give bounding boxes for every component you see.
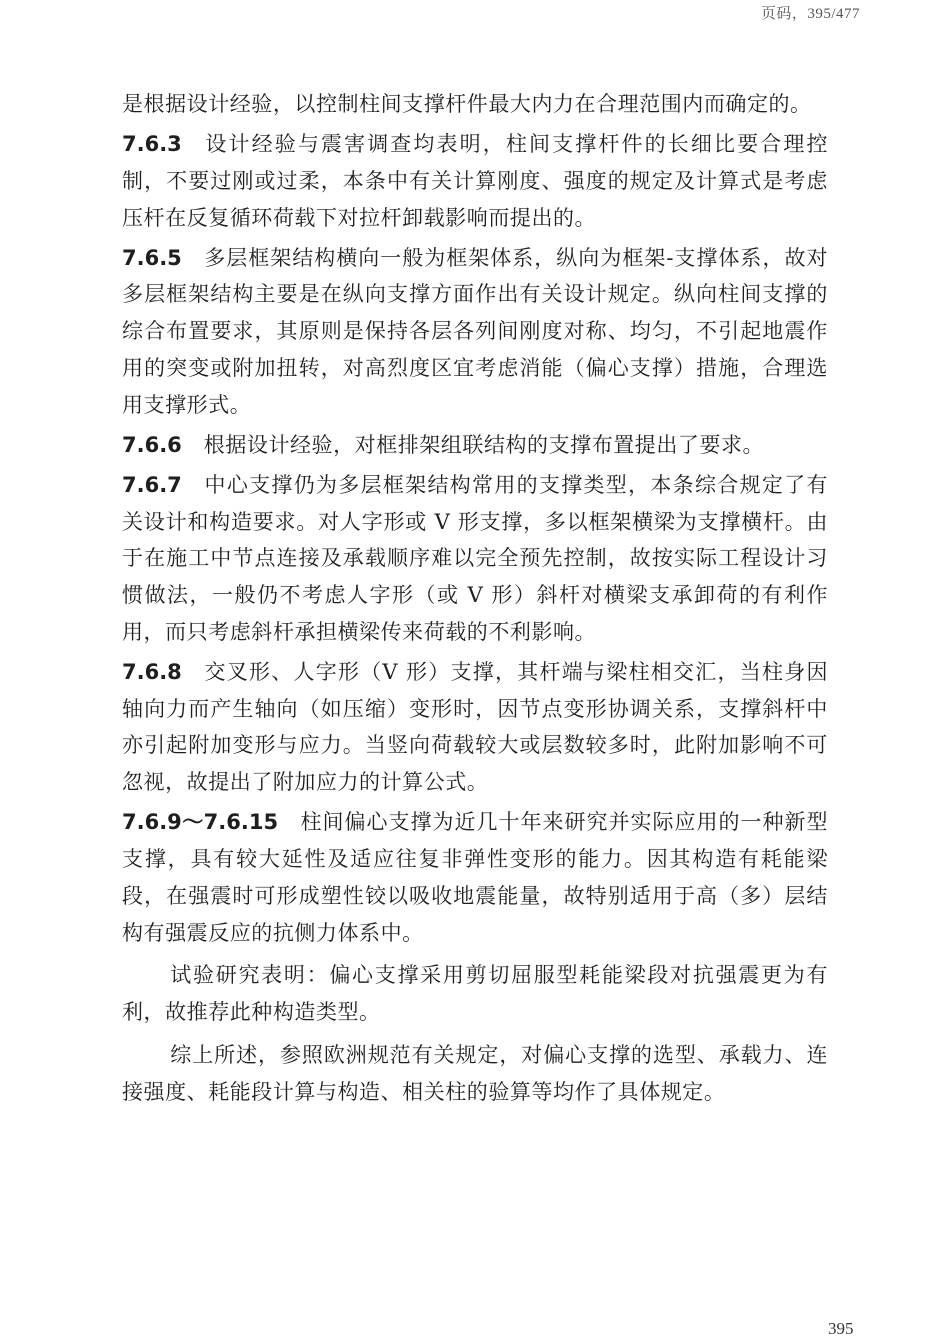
- paragraph-text: 多层框架结构横向一般为框架体系，纵向为框架-支撑体系，故对多层框架结构主要是在纵向支撑方面作出有关设计规定。纵向柱间支撑的综合布置要求，其原则是保持各层各列间刚度对称、均匀，不引起地震作用的突变或附加扭转，对高烈度区宜考虑消能（偏心支撑）措施，合理选用支撑形式。: [122, 245, 828, 417]
- clause-number: 7.6.9～7.6.15: [122, 810, 279, 835]
- paragraph-text: 中心支撑仍为多层框架结构常用的支撑类型，本条综合规定了有关设计和构造要求。对人字形或 V 形支撑，多以框架横梁为支撑横杆。由于在施工中节点连接及承载顺序难以完全预先控制，故按实际工程设计习惯做法，一般仍不考虑人字形（或 V 形）斜杆对横梁支承卸荷的有利作用，而只考虑斜杆承担横梁传来荷载的不利影响。: [122, 472, 828, 644]
- clause-7-6-5: [122, 240, 828, 424]
- paragraph-text: 根据设计经验，对框排架组联结构的支撑布置提出了要求。: [203, 432, 765, 457]
- paragraph-text: 设计经验与震害调查均表明，柱间支撑杆件的长细比要合理控制，不要过刚或过柔，本条中有关计算刚度、强度的规定及计算式是考虑压杆在反复循环荷载下对拉杆卸载影响而提出的。: [122, 131, 828, 230]
- clause-number: 7.6.5: [122, 245, 182, 270]
- clause-7-6-9-to-7-6-15: [122, 804, 828, 951]
- clause-7-6-7: [122, 467, 828, 651]
- paragraph-text: 柱间偏心支撑为近几十年来研究并实际应用的一种新型支撑，具有较大延性及适应往复非弹性变形的能力。因其构造有耗能梁段，在强震时可形成塑性铰以吸收地震能量，故特别适用于高（多）层结构有强震反应的抗侧力体系中。: [122, 810, 828, 945]
- clause-number: 7.6.8: [122, 659, 182, 684]
- clause-number: 7.6.7: [122, 472, 182, 497]
- clause-number: 7.6.6: [122, 432, 182, 457]
- clause-7-6-6: [122, 427, 828, 464]
- page-number: 395: [828, 1319, 854, 1338]
- paragraph-summary: [122, 1037, 828, 1111]
- page-counter: 页码，395/477: [760, 6, 860, 22]
- paragraph-text: 综上所述，参照欧洲规范有关规定，对偏心支撑的选型、承载力、连接强度、耗能段计算与构造、相关柱的验算等均作了具体规定。: [122, 1043, 828, 1104]
- clause-7-6-3: [122, 126, 828, 236]
- clause-number: 7.6.3: [122, 131, 182, 156]
- clause-7-6-8: [122, 654, 828, 801]
- document-body: [122, 86, 828, 1114]
- paragraph-test-research: [122, 957, 828, 1031]
- paragraph-text: 是根据设计经验，以控制柱间支撑杆件最大内力在合理范围内而确定的。: [122, 92, 812, 116]
- paragraph-continuation: [122, 86, 828, 123]
- paragraph-text: 交叉形、人字形（V 形）支撑，其杆端与梁柱相交汇，当柱身因轴向力而产生轴向（如压缩）变形时，因节点变形协调关系，支撑斜杆中亦引起附加变形与应力。当竖向荷载较大或层数较多时，此附加影响不可忽视，故提出了附加应力的计算公式。: [122, 659, 828, 795]
- paragraph-text: 试验研究表明：偏心支撑采用剪切屈服型耗能梁段对抗强震更为有利，故推荐此种构造类型。: [122, 963, 828, 1025]
